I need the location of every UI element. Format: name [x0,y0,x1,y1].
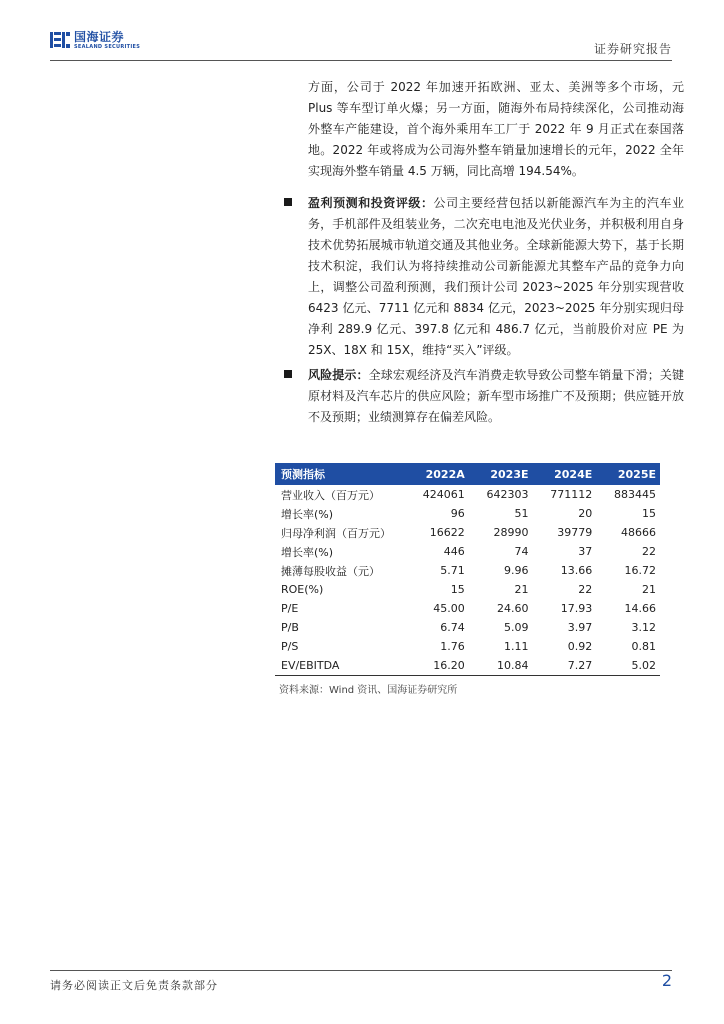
row-label: P/B [281,621,299,634]
table-cell: 37 [578,545,593,558]
bullet-title: 盈利预测和投资评级： [308,196,434,210]
row-label: 归母净利润（百万元） [281,526,391,540]
table-row [275,561,660,580]
table-row [275,523,660,542]
table-row [275,580,660,599]
table-cell: 48666 [621,526,656,539]
table-cell: 424061 [422,488,465,501]
logo-chinese-name: 国海证券 [74,29,125,44]
table-cell: 1.76 [440,640,465,653]
table-row [275,656,660,676]
table-cell: 45.00 [433,602,465,615]
company-logo [50,30,140,50]
square-bullet-icon [284,198,292,206]
table-cell: 51 [514,507,529,520]
table-cell: 0.92 [567,640,593,653]
table-cell: 5.02 [596,656,660,676]
table-cell: 883445 [614,488,656,501]
bullet-title: 风险提示： [308,368,369,382]
table-cell: 5.71 [440,564,465,577]
logo-english-name: SEALAND SECURITIES [74,43,141,50]
row-label: 摊薄每股收益（元） [281,564,380,578]
table-cell: 3.12 [631,621,656,634]
table-cell: 5.09 [504,621,529,634]
table-cell: 74 [514,545,529,558]
table-header-cell: 2025E [596,463,660,485]
report-type-label: 证券研究报告 [593,42,672,56]
table-row [275,599,660,618]
table-cell: 21 [514,583,529,596]
table-cell: 16622 [429,526,465,539]
table-header-cell: 2023E [469,463,533,485]
page-number: 2 [661,971,672,990]
sealand-logo-icon [50,30,70,50]
row-label: 增长率(%) [281,545,334,559]
table-cell: 15 [450,583,465,596]
table-cell: 15 [642,507,656,520]
table-header-row [275,463,660,485]
table-cell: 28990 [493,526,529,539]
table-cell: 3.97 [567,621,593,634]
bullet-risk-warning [284,365,684,428]
table-cell: 771112 [550,488,593,501]
row-label: 营业收入（百万元） [281,488,380,502]
table-header-cell: 预测指标 [275,463,405,485]
table-cell: 0.81 [631,640,656,653]
table-cell: 13.66 [560,564,593,577]
forecast-table-container [275,463,660,676]
row-label: 增长率(%) [281,507,334,521]
table-header-cell: 2024E [533,463,597,485]
table-row [275,485,660,504]
footer-divider [50,970,672,971]
table-row [275,618,660,637]
bullet-text: 公司主要经营包括以新能源汽车为主的汽车业务，手机部件及组装业务，二次充电电池及光伏业务，并积极利用自身技术优势拓展城市轨道交通及其他业务。全球新能源大势下，基于长期技术积淀，我们认为将持续推动公司新能源尤其整车产品的竞争力向上，调整公司盈利预测，我们预计公司 2023~2025 年分别实现营收 6423 亿元、7711 亿元和 8834 亿元，2023~2025 年分别实现归母净利 289.9 亿元、397.8 亿元和 486.7 亿元，当前股价对应 PE 为 25X、18X 和 15X，维持“买入”评级。 [308,196,684,357]
table-cell: 642303 [486,488,529,501]
table-cell: 10.84 [469,656,533,676]
table-cell: 20 [578,507,593,520]
table-cell: 16.20 [405,656,469,676]
table-cell: 9.96 [504,564,529,577]
table-header-cell: 2022A [405,463,469,485]
table-cell: 22 [578,583,593,596]
table-cell: 22 [642,545,656,558]
table-row [275,504,660,523]
footer-disclaimer: 请务必阅读正文后免责条款部分 [50,979,218,992]
table-cell: 17.93 [560,602,593,615]
row-label: P/E [281,602,299,615]
row-label: EV/EBITDA [275,656,405,676]
table-cell: 446 [443,545,465,558]
header-divider [50,60,672,61]
table-cell: 1.11 [504,640,529,653]
row-label: ROE(%) [281,583,324,596]
table-cell: 24.60 [497,602,529,615]
table-cell: 14.66 [624,602,656,615]
square-bullet-icon [284,370,292,378]
table-cell: 6.74 [440,621,465,634]
intro-paragraph: 方面，公司于 2022 年加速开拓欧洲、亚太、美洲等多个市场，元 Plus 等车型订单火爆；另一方面，随海外布局持续深化，公司推动海外整车产能建设，首个海外乘用车工厂于 2022 年 9 月正式在泰国落地。2022 年或将成为公司海外整车销量加速增长的元年，2022 全年实现海外整车销量 4.5 万辆，同比高增 194.54%。 [308,80,684,178]
table-cell: 39779 [557,526,593,539]
row-label: P/S [281,640,299,653]
table-source-note: 资料来源：Wind 资讯、国海证券研究所 [279,685,458,696]
bullet-earnings-forecast [284,193,684,361]
table-cell: 7.27 [533,656,597,676]
table-cell: 21 [642,583,656,596]
table-row [275,637,660,656]
bullet-text: 全球宏观经济及汽车消费走软导致公司整车销量下滑；关键原材料及汽车芯片的供应风险；新车型市场推广不及预期；供应链开放不及预期；业绩测算存在偏差风险。 [308,368,684,424]
table-cell: 16.72 [624,564,656,577]
table-row [275,542,660,561]
table-cell: 96 [450,507,465,520]
forecast-table [275,463,660,676]
